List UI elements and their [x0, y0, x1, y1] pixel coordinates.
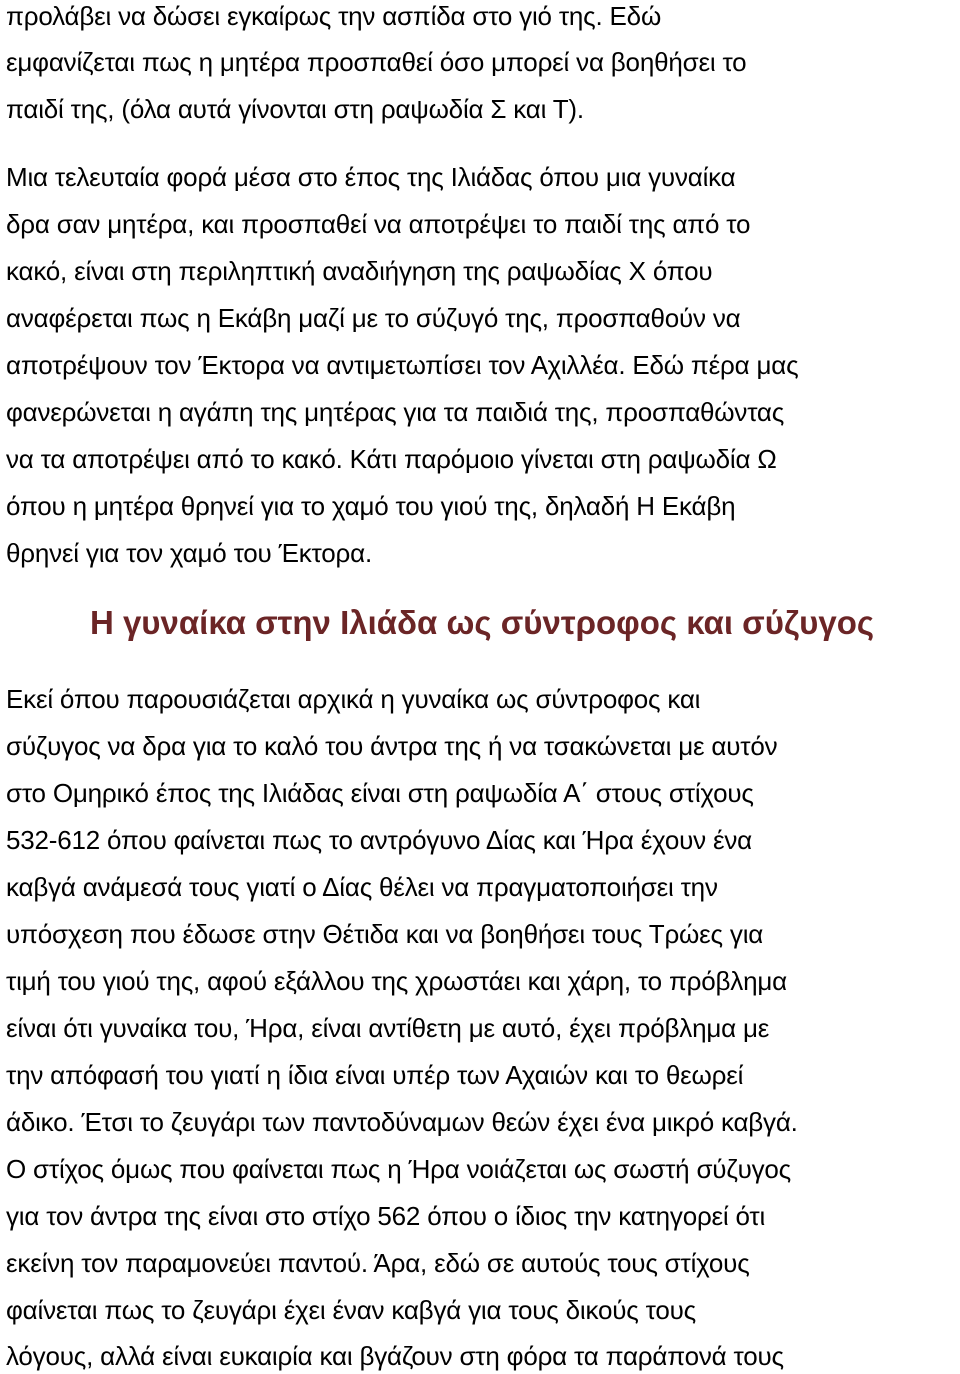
- paragraph-line: κακό, είναι στη περιληπτική αναδιήγηση της ραψωδίας Χ όπου: [6, 256, 713, 286]
- paragraph-line: υπόσχεση που έδωσε στην Θέτιδα και να βοηθήσει τους Τρώες για: [6, 919, 764, 949]
- paragraph-line: Εκεί όπου παρουσιάζεται αρχικά η γυναίκα ως σύντροφος και: [6, 684, 701, 714]
- paragraph-line: αποτρέψουν τον Έκτορα να αντιμετωπίσει τον Αχιλλέα. Εδώ πέρα μας: [6, 350, 799, 380]
- paragraph-line: τιμή του γιού της, αφού εξάλλου της χρωστάει και χάρη, το πρόβλημα: [6, 966, 787, 996]
- paragraph-line: είναι ότι γυναίκα του, Ήρα, είναι αντίθετη με αυτό, έχει πρόβλημα με: [6, 1013, 770, 1043]
- paragraph-line: φανερώνεται η αγάπη της μητέρας για τα παιδιά της, προσπαθώντας: [6, 397, 785, 427]
- paragraph-line: Ο στίχος όμως που φαίνεται πως η Ήρα νοιάζεται ως σωστή σύζυγος: [6, 1154, 791, 1184]
- section-heading: Η γυναίκα στην Ιλιάδα ως σύντροφος και σύζυγος: [89, 604, 875, 641]
- paragraph-line: παιδί της, (όλα αυτά γίνονται στη ραψωδία Σ και Τ).: [6, 94, 584, 124]
- paragraph-line: άδικο. Έτσι το ζευγάρι των παντοδύναμων θεών έχει ένα μικρό καβγά.: [6, 1107, 798, 1137]
- paragraph-line: για τον άντρα της είναι στο στίχο 562 όπου ο ίδιος την κατηγορεί ότι: [6, 1201, 766, 1231]
- paragraph-line: εκείνη τον παραμονεύει παντού. Άρα, εδώ σε αυτούς τους στίχους: [6, 1248, 750, 1278]
- paragraph-line: την απόφασή του γιατί η ίδια είναι υπέρ των Αχαιών και το θεωρεί: [6, 1060, 744, 1090]
- paragraph-line: καβγά ανάμεσά τους γιατί ο Δίας θέλει να πραγματοποιήσει την: [6, 872, 718, 902]
- paragraph-line: δρα σαν μητέρα, και προσπαθεί να αποτρέψει το παιδί της από το: [6, 209, 751, 239]
- paragraph-line: 532-612 όπου φαίνεται πως το αντρόγυνο Δίας και Ήρα έχουν ένα: [6, 825, 752, 855]
- paragraph-line: προλάβει να δώσει εγκαίρως την ασπίδα στο γιό της. Εδώ: [6, 1, 662, 31]
- paragraph-line: φαίνεται πως το ζευγάρι έχει έναν καβγά για τους δικούς τους: [6, 1295, 696, 1325]
- paragraph-line: θρηνεί για τον χαμό του Έκτορα.: [6, 538, 372, 568]
- paragraph-line: αναφέρεται πως η Εκάβη μαζί με το σύζυγό της, προσπαθούν να: [6, 303, 741, 333]
- paragraph-line: στο Ομηρικό έπος της Ιλιάδας είναι στη ραψωδία Α΄ στους στίχους: [6, 778, 754, 808]
- paragraph-line: όπου η μητέρα θρηνεί για το χαμό του γιού της, δηλαδή Η Εκάβη: [6, 491, 736, 521]
- paragraph-line: λόγους, αλλά είναι ευκαιρία και βγάζουν στη φόρα τα παράπονά τους: [6, 1341, 784, 1371]
- paragraph-line: να τα αποτρέψει από το κακό. Κάτι παρόμοιο γίνεται στη ραψωδία Ω: [6, 444, 777, 474]
- paragraph-line: σύζυγος να δρα για το καλό του άντρα της ή να τσακώνεται με αυτόν: [6, 731, 778, 761]
- paragraph-line: Μια τελευταία φορά μέσα στο έπος της Ιλιάδας όπου μια γυναίκα: [6, 162, 736, 192]
- paragraph-line: εμφανίζεται πως η μητέρα προσπαθεί όσο μπορεί να βοηθήσει το: [6, 47, 747, 77]
